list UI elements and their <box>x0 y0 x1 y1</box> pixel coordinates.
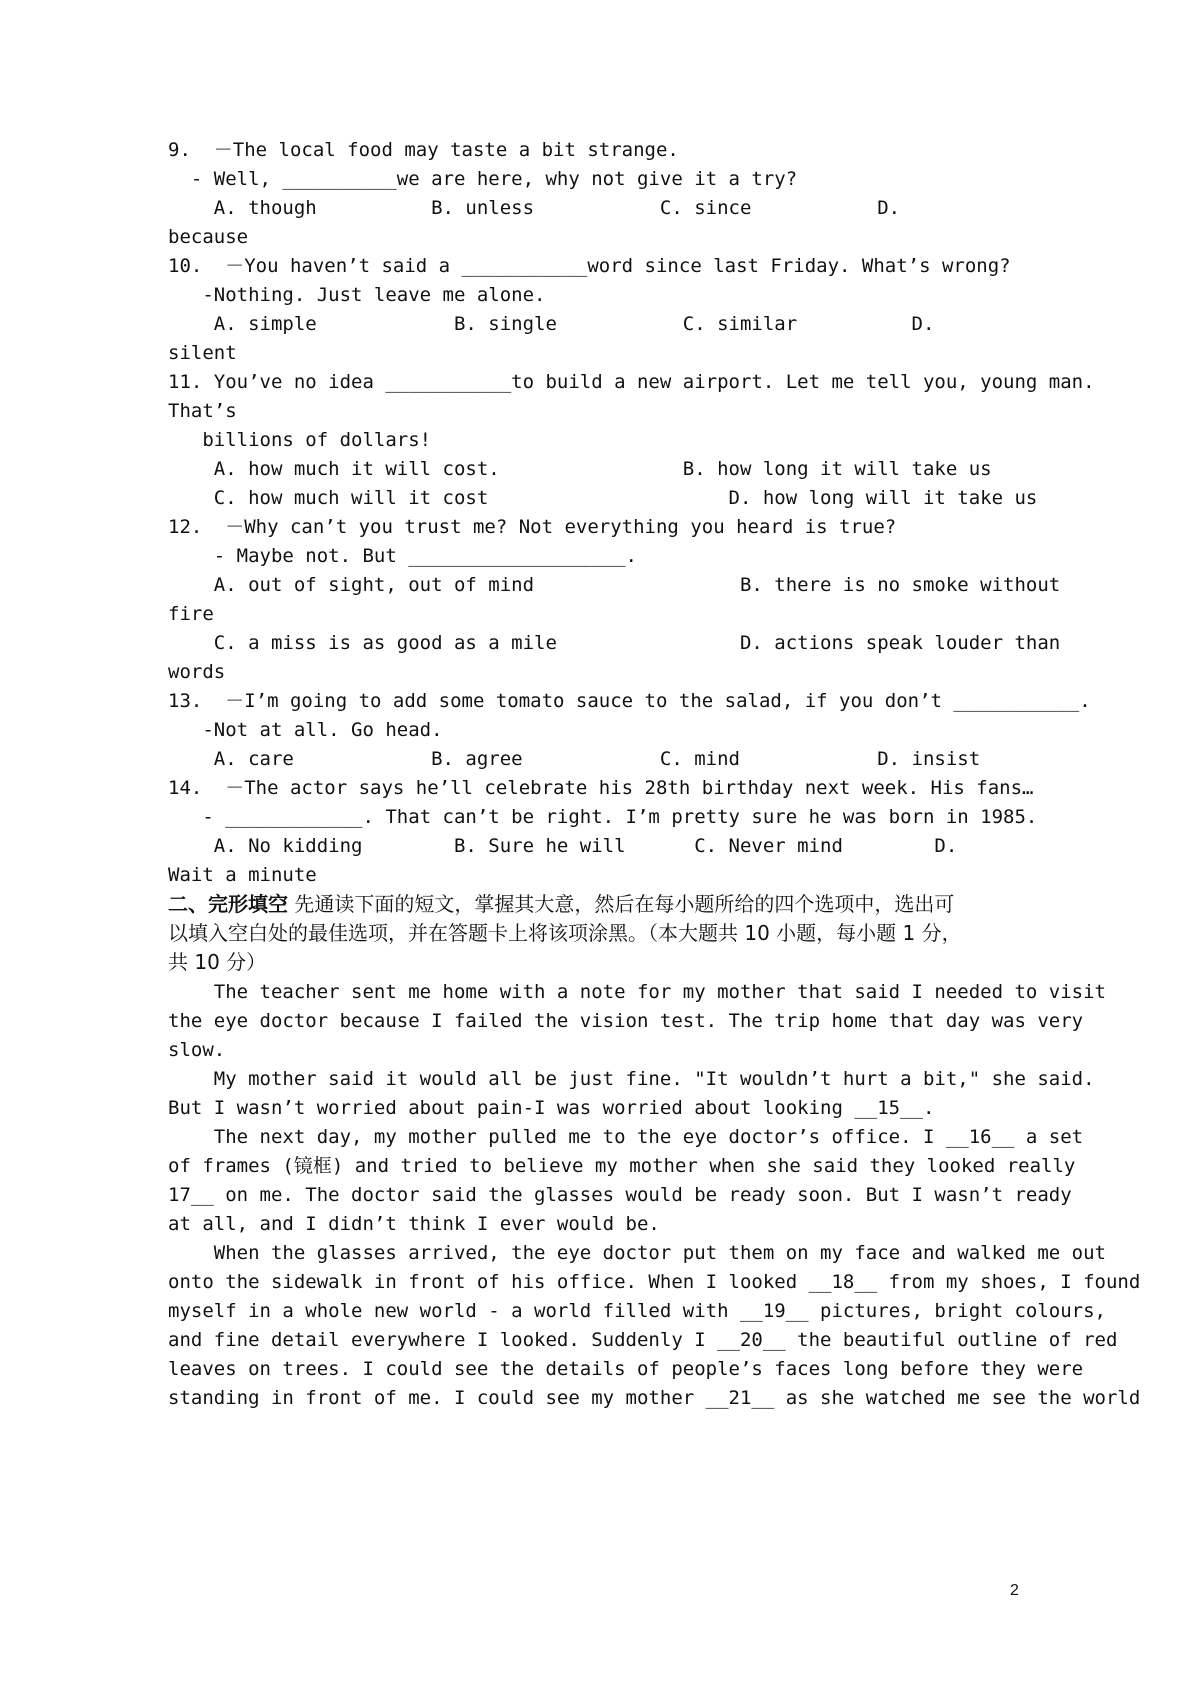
q13-stem: 13. －I’m going to add some tomato sauce to the salad, if you don’t ___________. <box>168 690 1091 712</box>
q10-options-wrap: silent <box>168 342 237 364</box>
passage-line: 17__ on me. The doctor said the glasses would be ready soon. But I wasn’t ready <box>168 1184 1072 1206</box>
passage-line: When the glasses arrived, the eye doctor put them on my face and walked me out <box>168 1242 1106 1264</box>
passage-line: leaves on trees. I could see the details of people’s faces long before they were <box>168 1358 1084 1380</box>
q11-options-cd: C. how much will it cost D. how long will it take us <box>168 487 1038 509</box>
passage-line: The teacher sent me home with a note for my mother that said I needed to visit <box>168 981 1106 1003</box>
page-number: 2 <box>1010 1582 1019 1599</box>
passage-line: of frames (镜框) and tried to believe my mother when she said they looked really <box>168 1155 1076 1177</box>
passage-line: myself in a whole new world - a world filled with __19__ pictures, bright colours, <box>168 1300 1106 1322</box>
passage-line: at all, and I didn’t think I ever would be. <box>168 1213 660 1235</box>
q11-stem-wrap: That’s <box>168 400 237 422</box>
q12-options-ab: A. out of sight, out of mind B. there is no smoke without <box>168 574 1061 596</box>
q12-stem: 12. －Why can’t you trust me? Not everything you heard is true? <box>168 516 897 538</box>
passage-line: The next day, my mother pulled me to the eye doctor’s office. I __16__ a set <box>168 1126 1084 1148</box>
q9-stem: 9. －The local food may taste a bit strange. <box>168 139 679 161</box>
q10-reply: -Nothing. Just leave me alone. <box>168 284 546 306</box>
q12-reply: - Maybe not. But ___________________. <box>168 545 637 567</box>
q12-options-ab-wrap: fire <box>168 603 214 625</box>
passage-line: My mother said it would all be just fine. "It wouldn’t hurt a bit," she said. <box>168 1068 1095 1090</box>
section-intro-2: 以填入空白处的最佳选项，并在答题卡上将该项涂黑。（本大题共 10 小题，每小题 1 分， <box>168 921 962 945</box>
passage-line: standing in front of me. I could see my mother __21__ as she watched me see the world <box>168 1387 1141 1409</box>
q11-stem: 11. You’ve no idea ___________to build a new airport. Let me tell you, young man. <box>168 371 1095 393</box>
q9-reply: - Well, __________we are here, why not give it a try? <box>168 168 798 190</box>
passage-line: slow. <box>168 1039 226 1061</box>
q13-options: A. care B. agree C. mind D. insist <box>168 748 981 770</box>
q14-reply: - ____________. That can’t be right. I’m pretty sure he was born in 1985. <box>168 806 1038 828</box>
section-intro-1: 先通读下面的短文，掌握其大意，然后在每小题所给的四个选项中，选出可 <box>288 892 955 916</box>
passage-line: the eye doctor because I failed the vision test. The trip home that day was very <box>168 1010 1084 1032</box>
q12-options-cd-wrap: words <box>168 661 226 683</box>
section-heading-line <box>168 893 954 915</box>
section-heading: 二、完形填空 <box>168 892 288 916</box>
q11-stem-cont: billions of dollars! <box>168 429 432 451</box>
passage-line: onto the sidewalk in front of his office. When I looked __18__ from my shoes, I found <box>168 1271 1141 1293</box>
q9-options-wrap: because <box>168 226 249 248</box>
q10-stem: 10. －You haven’t said a ___________word since last Friday. What’s wrong? <box>168 255 1011 277</box>
q14-options: A. No kidding B. Sure he will C. Never mind D. <box>168 835 958 857</box>
passage-line: But I wasn’t worried about pain-I was worried about looking __15__. <box>168 1097 935 1119</box>
q12-options-cd: C. a miss is as good as a mile D. actions speak louder than <box>168 632 1061 654</box>
q9-options: A. though B. unless C. since D. <box>168 197 901 219</box>
q14-stem: 14. －The actor says he’ll celebrate his 28th birthday next week. His fans… <box>168 777 1034 799</box>
passage-line: and fine detail everywhere I looked. Suddenly I __20__ the beautiful outline of red <box>168 1329 1118 1351</box>
section-intro-3: 共 10 分） <box>168 950 267 974</box>
q14-options-wrap: Wait a minute <box>168 864 317 886</box>
q13-reply: -Not at all. Go head. <box>168 719 443 741</box>
q10-options: A. simple B. single C. similar D. <box>168 313 935 335</box>
q11-options-ab: A. how much it will cost. B. how long it will take us <box>168 458 992 480</box>
